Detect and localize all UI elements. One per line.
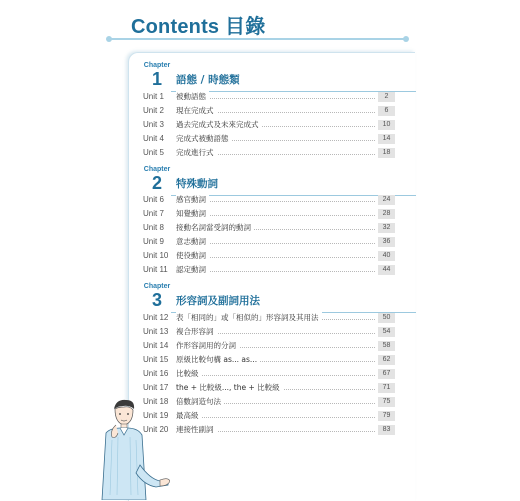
page-number: 28 <box>378 209 395 219</box>
chapter-label: Chapter <box>143 166 171 173</box>
page-number: 44 <box>378 265 395 275</box>
toc-entry[interactable] <box>143 250 395 262</box>
toc-entry[interactable] <box>143 326 395 338</box>
toc-entry[interactable] <box>143 396 395 408</box>
header-divider-dot-right <box>403 36 409 42</box>
unit-number: Unit 1 <box>143 92 164 101</box>
unit-number: Unit 11 <box>143 265 168 274</box>
unit-number: Unit 10 <box>143 251 169 260</box>
toc-entry[interactable] <box>143 133 395 145</box>
toc-entry[interactable] <box>143 368 395 380</box>
toc-entry[interactable] <box>143 340 395 352</box>
unit-number: Unit 3 <box>143 120 164 129</box>
page-number: 2 <box>378 92 395 102</box>
unit-number: Unit 13 <box>143 327 169 336</box>
page-number: 67 <box>378 369 395 379</box>
unit-title: 接動名詞當受詞的動詞 <box>176 222 254 234</box>
unit-number: Unit 5 <box>143 148 164 157</box>
unit-title: 意志動詞 <box>176 236 209 248</box>
page-number: 14 <box>378 134 395 144</box>
dot-leader <box>176 375 375 376</box>
unit-title: 作形容詞用的分詞 <box>176 340 239 352</box>
unit-title: 最高級 <box>176 410 202 422</box>
toc-entry[interactable] <box>143 236 395 248</box>
unit-number: Unit 7 <box>143 209 164 218</box>
toc-entry[interactable] <box>143 354 395 366</box>
unit-title: 完成式被動語態 <box>176 133 232 145</box>
unit-title: 連接性副詞 <box>176 424 217 436</box>
toc-entry[interactable] <box>143 410 395 422</box>
unit-number: Unit 15 <box>143 355 169 364</box>
chapter-label: Chapter <box>143 283 171 290</box>
chapter-label: Chapter <box>143 62 171 69</box>
toc-entry[interactable] <box>143 147 395 159</box>
unit-number: Unit 16 <box>143 369 169 378</box>
chapter-title: 形容詞及副詞用法 <box>176 295 260 307</box>
unit-title: 知覺動詞 <box>176 208 209 220</box>
page-number: 36 <box>378 237 395 247</box>
page-number: 83 <box>378 425 395 435</box>
page-title: Contents 目錄 <box>131 16 266 38</box>
page-number: 32 <box>378 223 395 233</box>
page-number: 6 <box>378 106 395 116</box>
man-illustration <box>90 395 170 500</box>
toc-entry[interactable] <box>143 424 395 436</box>
page-number: 71 <box>378 383 395 393</box>
unit-number: Unit 20 <box>143 425 169 434</box>
page-number: 18 <box>378 148 395 158</box>
unit-title: 使役動詞 <box>176 250 209 262</box>
unit-title: 比較級 <box>176 368 202 380</box>
unit-number: Unit 2 <box>143 106 164 115</box>
chapter-number: 2 <box>151 173 162 193</box>
page-number: 50 <box>378 313 395 323</box>
unit-number: Unit 8 <box>143 223 164 232</box>
unit-number: Unit 9 <box>143 237 164 246</box>
unit-title: 表「相同的」或「相似的」形容詞及其用法 <box>176 312 322 324</box>
unit-title: 現在完成式 <box>176 105 217 117</box>
unit-number: Unit 4 <box>143 134 164 143</box>
unit-number: Unit 19 <box>143 411 169 420</box>
page-number: 58 <box>378 341 395 351</box>
toc-entry[interactable] <box>143 312 395 324</box>
toc-entry[interactable] <box>143 208 395 220</box>
unit-number: Unit 14 <box>143 341 169 350</box>
chapter-title: 語態 / 時態類 <box>176 74 240 86</box>
dot-leader <box>176 417 375 418</box>
unit-number: Unit 18 <box>143 397 169 406</box>
unit-title: 複合形容詞 <box>176 326 217 338</box>
toc-entry[interactable] <box>143 382 395 394</box>
toc-entry[interactable] <box>143 91 395 103</box>
toc-entry[interactable] <box>143 105 395 117</box>
page-number: 40 <box>378 251 395 261</box>
unit-number: Unit 6 <box>143 195 164 204</box>
toc-entry[interactable] <box>143 119 395 131</box>
page-number: 62 <box>378 355 395 365</box>
chapter-number: 1 <box>151 69 162 89</box>
page-number: 54 <box>378 327 395 337</box>
unit-number: Unit 17 <box>143 383 169 392</box>
unit-title: 感官動詞 <box>176 194 209 206</box>
header-divider <box>110 38 406 40</box>
toc-entry[interactable] <box>143 194 395 206</box>
chapter-title: 特殊動詞 <box>176 178 218 190</box>
unit-title: 被動語態 <box>176 91 209 103</box>
unit-title: 過去完成式及未來完成式 <box>176 119 262 131</box>
chapter-2-badge <box>143 166 171 196</box>
header-divider-dot-left <box>106 36 112 42</box>
page-number: 24 <box>378 195 395 205</box>
chapter-3-badge <box>143 283 171 313</box>
unit-title: 認定動詞 <box>176 264 209 276</box>
page-number: 79 <box>378 411 395 421</box>
chapter-number: 3 <box>151 290 162 310</box>
unit-number: Unit 12 <box>143 313 169 322</box>
page-number: 10 <box>378 120 395 130</box>
unit-title: 原級比較句構 as... as... <box>176 354 260 366</box>
toc-entry[interactable] <box>143 222 395 234</box>
unit-title: the + 比較級..., the + 比較級 <box>176 382 283 394</box>
toc-entry[interactable] <box>143 264 395 276</box>
unit-title: 倍數詞造句法 <box>176 396 224 408</box>
unit-title: 完成進行式 <box>176 147 217 159</box>
chapter-1-badge <box>143 62 171 92</box>
page-number: 75 <box>378 397 395 407</box>
